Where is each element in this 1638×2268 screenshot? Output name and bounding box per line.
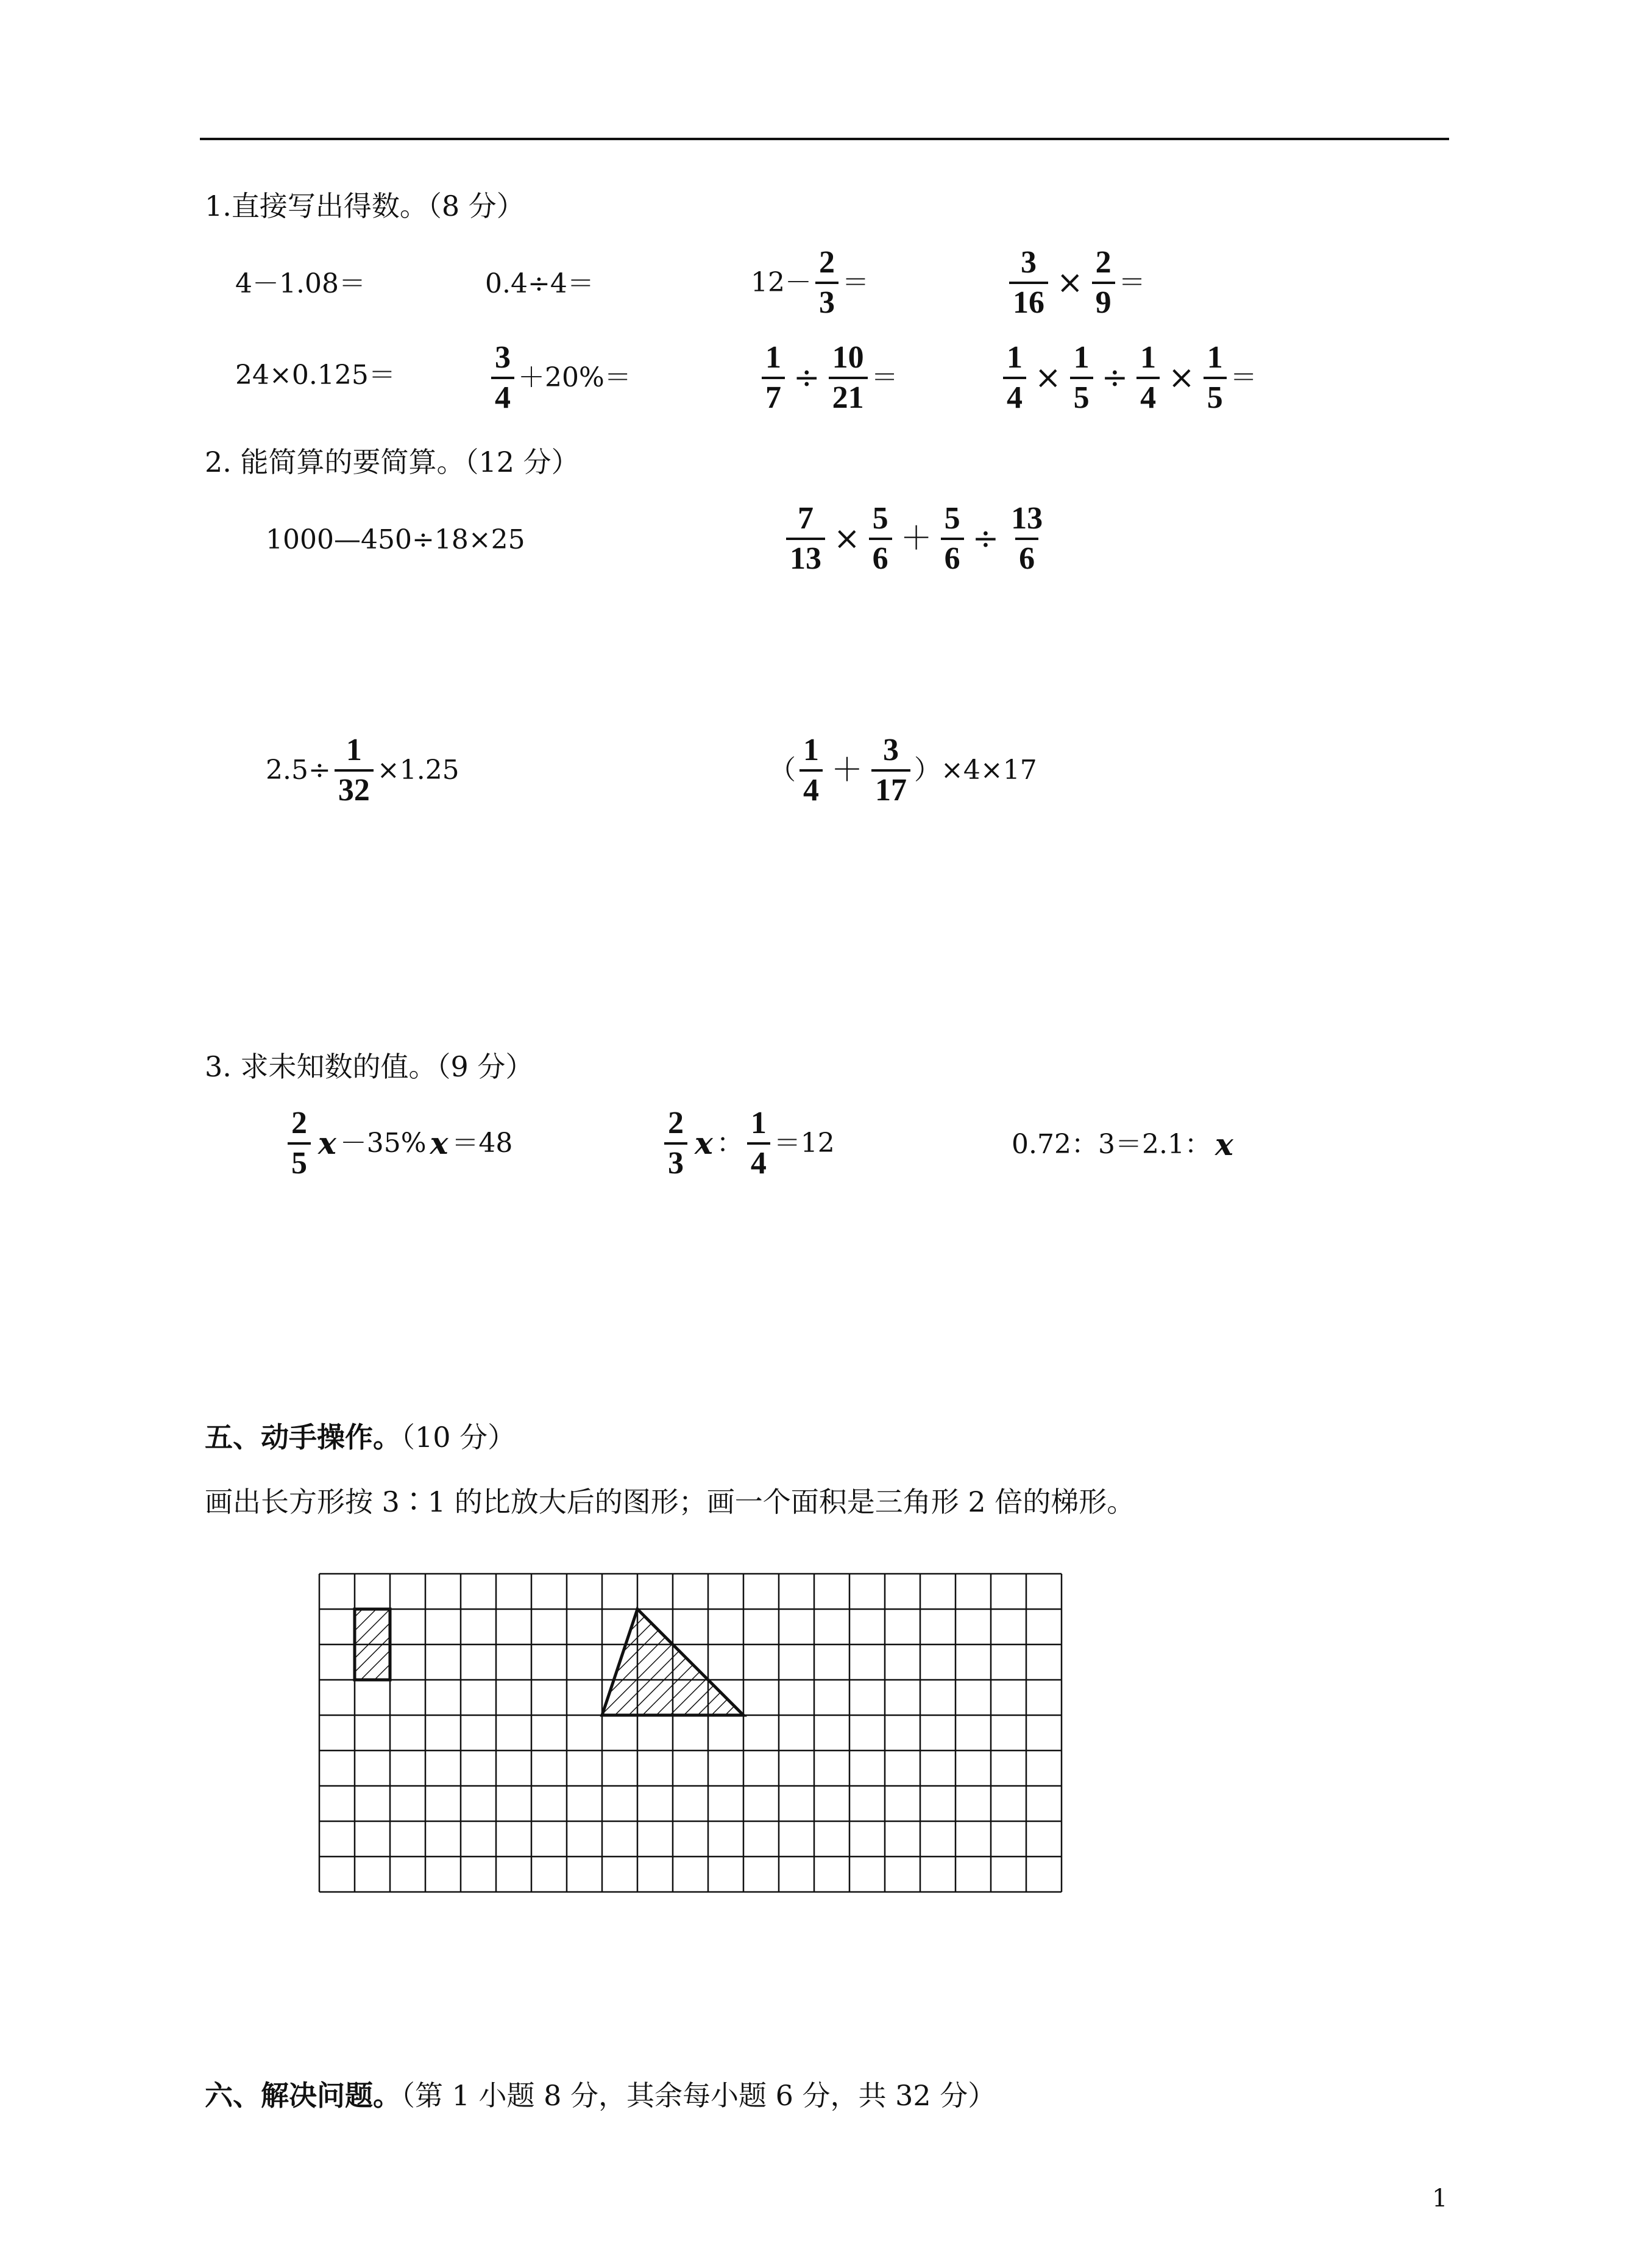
expr-mid: ： bbox=[716, 1128, 743, 1159]
expr-tail: ＝ bbox=[1118, 267, 1146, 298]
section-6-score: （第 1 小题 8 分，其余每小题 6 分，共 32 分） bbox=[401, 2079, 996, 2112]
expr-mid: －35% bbox=[339, 1128, 427, 1159]
q1-item-6 bbox=[488, 339, 631, 417]
operator: × bbox=[1168, 360, 1195, 396]
expr-tail: ＋20%＝ bbox=[518, 362, 631, 393]
fraction: $\frac{1}{7}$ bbox=[762, 339, 785, 417]
variable-x: x bbox=[1214, 1126, 1233, 1162]
q1-item-1 bbox=[235, 267, 366, 301]
expr-lead: 12－ bbox=[751, 267, 812, 298]
expr-tail: ×1.25 bbox=[377, 755, 459, 786]
expr-lead: 0.72：3＝2.1： bbox=[1012, 1129, 1211, 1160]
variable-x: x bbox=[318, 1125, 336, 1161]
fraction: $\frac{1}{4}$ bbox=[747, 1104, 770, 1182]
section-5-score: （10 分） bbox=[401, 1421, 516, 1454]
q2-item-2 bbox=[782, 500, 1050, 578]
operator: ÷ bbox=[1101, 360, 1129, 396]
expr-tail: ＝12 bbox=[773, 1128, 835, 1159]
expr-lead: （ bbox=[769, 755, 796, 786]
q1-item-8 bbox=[999, 339, 1257, 417]
operator: × bbox=[1057, 265, 1083, 301]
q2-title: 2. 能简算的要简算。（12 分） bbox=[205, 446, 580, 478]
header-rule bbox=[200, 138, 1449, 140]
q1-item-2 bbox=[485, 267, 594, 301]
operator: × bbox=[834, 521, 860, 557]
q3-item-1 bbox=[284, 1104, 512, 1182]
fraction: $\frac{1}{4}$ bbox=[1003, 339, 1026, 417]
expr-text: 4－1.08＝ bbox=[235, 268, 366, 299]
drawing-grid[interactable] bbox=[317, 1571, 1066, 1896]
expr-text: 24×0.125＝ bbox=[235, 360, 395, 391]
fraction: $\frac{3}{16}$ bbox=[1009, 244, 1048, 322]
fraction: $\frac{1}{4}$ bbox=[800, 731, 823, 809]
variable-x: x bbox=[695, 1125, 713, 1161]
operator: ＋ bbox=[831, 752, 863, 789]
q1-item-7 bbox=[758, 339, 898, 417]
expr-text: 1000—450÷18×25 bbox=[266, 524, 525, 555]
fraction: $\frac{2}{9}$ bbox=[1092, 244, 1115, 322]
expr-tail: ）×4×17 bbox=[914, 755, 1037, 786]
expr-tail: ＝48 bbox=[452, 1128, 513, 1159]
page-number: 1 bbox=[1432, 2184, 1448, 2213]
fraction: $\frac{5}{6}$ bbox=[869, 500, 892, 578]
fraction: $\frac{5}{6}$ bbox=[941, 500, 964, 578]
fraction: $\frac{1}{32}$ bbox=[335, 731, 374, 809]
section-6-title: 六、解决问题。 bbox=[205, 2079, 401, 2112]
fraction: $\frac{2}{5}$ bbox=[288, 1104, 311, 1182]
fraction: $\frac{2}{3}$ bbox=[664, 1104, 687, 1182]
q2-item-3 bbox=[266, 731, 459, 809]
fraction: $\frac{3}{4}$ bbox=[491, 339, 514, 417]
expr-text: 0.4÷4＝ bbox=[485, 268, 594, 299]
section-5-title: 五、动手操作。 bbox=[205, 1421, 401, 1454]
operator: ＋ bbox=[900, 521, 932, 557]
q3-item-2 bbox=[661, 1104, 835, 1182]
q1-item-5 bbox=[235, 358, 395, 393]
q2-item-1 bbox=[266, 523, 525, 557]
q3-title: 3. 求未知数的值。（9 分） bbox=[205, 1050, 534, 1083]
q1-title: 1.直接写出得数。（8 分） bbox=[205, 190, 525, 222]
variable-x: x bbox=[430, 1125, 448, 1161]
expr-tail: ＝ bbox=[871, 362, 898, 393]
fraction: $\frac{13}{6}$ bbox=[1007, 500, 1046, 578]
fraction: $\frac{7}{13}$ bbox=[786, 500, 825, 578]
fraction: $\frac{2}{3}$ bbox=[815, 244, 838, 322]
grid-lines bbox=[319, 1574, 1062, 1892]
section-5-heading bbox=[205, 1420, 516, 1454]
expr-tail: ＝ bbox=[1230, 362, 1257, 393]
q1-item-4 bbox=[1005, 244, 1146, 322]
fraction: $\frac{10}{21}$ bbox=[829, 339, 868, 417]
operator: ÷ bbox=[793, 360, 820, 396]
fraction: $\frac{1}{4}$ bbox=[1136, 339, 1160, 417]
fraction: $\frac{1}{5}$ bbox=[1070, 339, 1093, 417]
section-5-instruction: 画出长方形按 3∶1 的比放大后的图形；画一个面积是三角形 2 倍的梯形。 bbox=[205, 1485, 1135, 1518]
operator: ÷ bbox=[972, 521, 999, 557]
q2-item-4 bbox=[769, 731, 1037, 809]
q3-item-3 bbox=[1012, 1128, 1237, 1162]
fraction: $\frac{1}{5}$ bbox=[1204, 339, 1227, 417]
fraction: $\frac{3}{17}$ bbox=[871, 731, 910, 809]
q1-item-3 bbox=[751, 244, 869, 322]
hatched-rectangle bbox=[355, 1609, 390, 1680]
section-6-heading bbox=[205, 2078, 996, 2113]
operator: × bbox=[1035, 360, 1062, 396]
expr-lead: 2.5÷ bbox=[266, 755, 331, 786]
expr-tail: ＝ bbox=[842, 267, 869, 298]
